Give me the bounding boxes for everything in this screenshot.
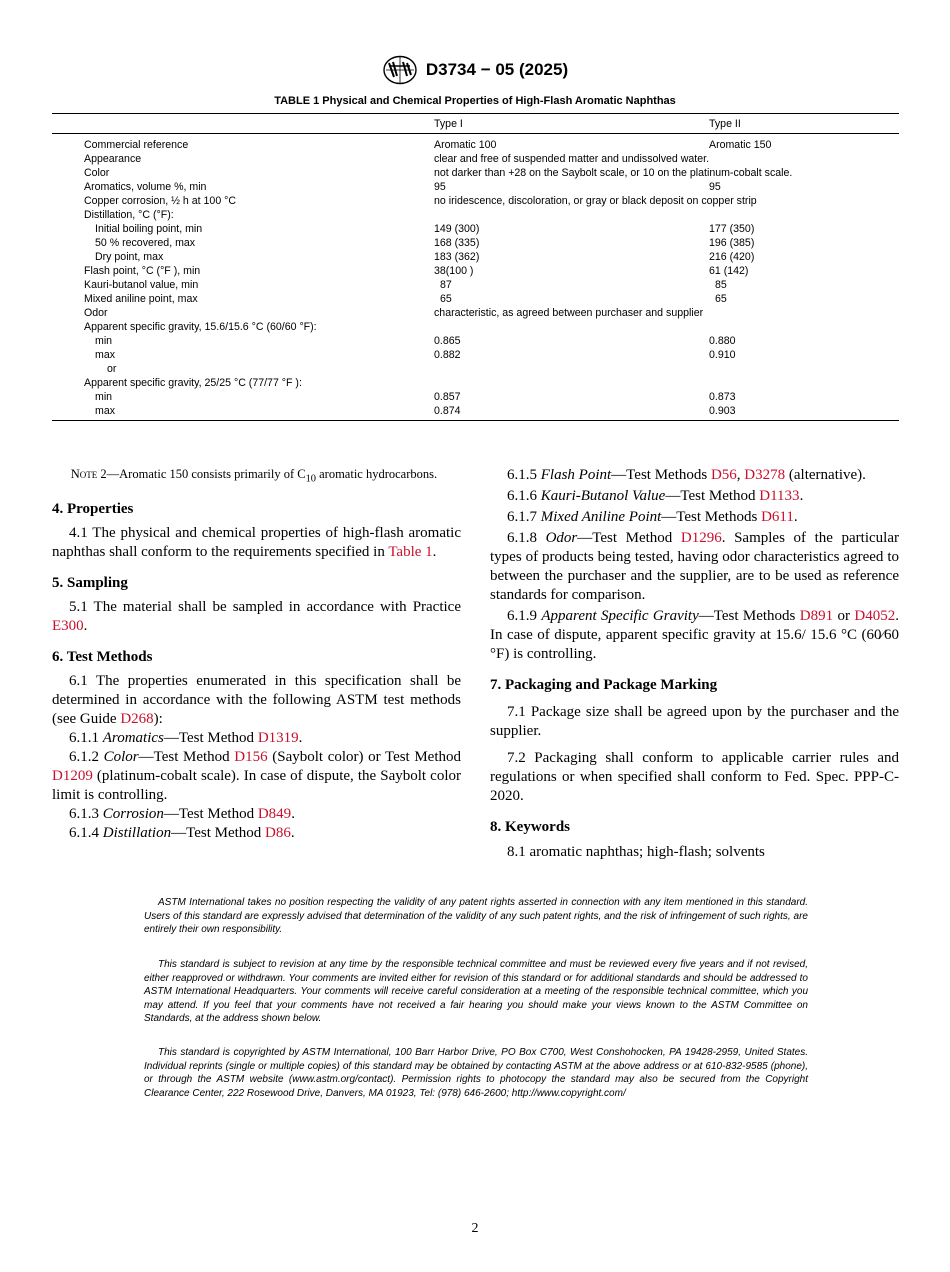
- type-1-value: [434, 376, 709, 390]
- table-row: [52, 334, 899, 348]
- d56-link[interactable]: D56: [710, 467, 737, 483]
- d1133-link[interactable]: D1133: [759, 488, 800, 504]
- type-1-value: [434, 362, 709, 376]
- d86-link[interactable]: D86: [265, 824, 291, 841]
- table-row: [52, 278, 899, 292]
- column-header-type-2: Type II: [709, 118, 741, 130]
- table-body: [52, 134, 899, 421]
- table-row: [52, 306, 899, 320]
- d891-link[interactable]: D891: [799, 608, 834, 624]
- paragraph-8-1: 8.1 aromatic naphthas; high-flash; solvents: [507, 844, 765, 860]
- paragraph-7-1: 7.1 Package size shall be agreed upon by the purchaser and the supplier.: [490, 704, 899, 739]
- table-row: [52, 208, 899, 222]
- paragraph-6-1-3: 6.1.3 Corrosion—Test Method D849.: [69, 805, 295, 822]
- table-1-link[interactable]: Table 1: [388, 543, 433, 560]
- type-2-value: [709, 320, 899, 334]
- properties-table: [52, 113, 899, 421]
- d3278-link[interactable]: D3278: [744, 467, 786, 483]
- d1296-link[interactable]: D1296: [680, 530, 722, 546]
- type-1-value: 0.874: [434, 405, 461, 417]
- type-2-value: [709, 376, 899, 390]
- paragraph-4-1: 4.1 The physical and chemical properties of high-flash aromatic naphthas shall conform to the requirements specified in Table 1.: [52, 524, 461, 560]
- type-2-value: [709, 362, 899, 376]
- type-2-value: 0.880: [709, 335, 736, 347]
- d1209-link[interactable]: D1209: [52, 767, 93, 784]
- property-label: 50 % recovered, max: [95, 237, 196, 249]
- table-row: [52, 134, 899, 153]
- table-row: [52, 292, 899, 306]
- table-row: [52, 404, 899, 420]
- properties-table-grid: [52, 114, 899, 420]
- paragraph-6-1-8: 6.1.8 Odor—Test Method D1296. Samples of the particular types of products being tested, having odor characteristics agreed to between the purchaser and the supplier, are to be used as reference standards for comparison.: [490, 530, 899, 603]
- type-1-value: 0.882: [434, 349, 461, 361]
- section-4-heading: 4. Properties: [52, 500, 134, 517]
- type-2-value: Aromatic 150: [709, 139, 772, 151]
- property-label: Initial boiling point, min: [95, 223, 203, 235]
- property-label: Copper corrosion, ½ h at 100 °C: [84, 195, 237, 207]
- d1319-link[interactable]: D1319: [257, 729, 299, 746]
- type-1-value: 95: [434, 181, 446, 193]
- property-label: Appearance: [84, 153, 142, 165]
- right-column: [490, 466, 899, 862]
- table-row: [52, 222, 899, 236]
- table-row: [52, 194, 899, 208]
- type-2-value: [709, 208, 899, 222]
- property-label: min: [95, 335, 113, 347]
- e300-link[interactable]: E300: [52, 617, 84, 634]
- property-label: min: [95, 391, 113, 403]
- type-1-value: 0.857: [434, 391, 461, 403]
- type-2-value: 95: [709, 181, 721, 193]
- property-value-both-types: clear and free of suspended matter and undissolved water.: [434, 153, 710, 165]
- type-2-value: 0.910: [709, 349, 736, 361]
- paragraph-7-2: 7.2 Packaging shall conform to applicable carrier rules and regulations or when specified shall conform to Fed. Spec. PPP-C-2020.: [490, 750, 899, 804]
- property-label: Color: [84, 167, 110, 179]
- type-2-value: 61 (142): [709, 265, 749, 277]
- table-caption: TABLE 1 Physical and Chemical Properties of High-Flash Aromatic Naphthas: [274, 95, 676, 107]
- table-row: [52, 152, 899, 166]
- paragraph-6-1-2: 6.1.2 Color—Test Method D156 (Saybolt color) or Test Method D1209 (platinum-cobalt scale). In case of dispute, the Saybolt color limit is controlling.: [52, 748, 461, 803]
- type-1-value: 168 (335): [434, 237, 480, 249]
- page-header: [0, 55, 950, 85]
- type-2-value: 65: [715, 293, 727, 305]
- page-number: 2: [471, 1221, 479, 1236]
- table-row: [52, 250, 899, 264]
- table-row: [52, 180, 899, 194]
- paragraph-6-1-6: 6.1.6 Kauri-Butanol Value—Test Method D1133.: [507, 488, 804, 504]
- property-value-both-types: characteristic, as agreed between purchaser and supplier: [434, 307, 704, 319]
- property-label: Distillation, °C (°F):: [84, 209, 174, 221]
- type-2-value: 216 (420): [709, 251, 755, 263]
- column-header-type-1: Type I: [434, 118, 463, 130]
- d849-link[interactable]: D849: [257, 805, 292, 822]
- footer-copyright-notice: This standard is copyrighted by ASTM International, 100 Barr Harbor Drive, PO Box C700, West Conshohocken, PA 19428-2959, United States. Individual reprints (single or multiple copies) of this standard may be obtained by contacting ASTM at the above address or at 610-832-9585 (phone), or through the ASTM website (www.astm.org/contact). Permission rights to photocopy the standard may also be secured from the Copyright Clearance Center, 222 Rosewood Drive, Danvers, MA 01923, Tel: (978) 646-2600; http://www.copyright.com/: [144, 1047, 808, 1099]
- footer-patent-notice: ASTM International takes no position respecting the validity of any patent rights asserted in connection with any item mentioned in this standard. Users of this standard are expressly advised that determination of the validity of any such patent rights, and the risk of infringement of such rights, are entirely their own responsibility.: [144, 897, 808, 935]
- paragraph-5-1: 5.1 The material shall be sampled in accordance with Practice E300.: [52, 598, 461, 634]
- type-2-value: 0.903: [709, 405, 736, 417]
- property-value-both-types: no iridescence, discoloration, or gray or black deposit on copper strip: [434, 195, 757, 207]
- astm-logo-icon: [382, 55, 418, 85]
- property-label: Flash point, °C (°F ), min: [84, 265, 201, 277]
- type-1-value: 183 (362): [434, 251, 480, 263]
- section-7-heading: 7. Packaging and Package Marking: [490, 677, 718, 693]
- type-1-value: [434, 208, 709, 222]
- paragraph-6-1-4: 6.1.4 Distillation—Test Method D86.: [69, 824, 295, 841]
- type-1-value: Aromatic 100: [434, 139, 497, 151]
- property-label: Apparent specific gravity, 15.6/15.6 °C (60/60 °F):: [84, 321, 317, 333]
- column-header: [52, 114, 434, 134]
- table-row: [52, 264, 899, 278]
- section-8-heading: 8. Keywords: [490, 819, 570, 835]
- type-1-value: [434, 320, 709, 334]
- table-row: [52, 362, 899, 376]
- paragraph-6-1-1: 6.1.1 Aromatics—Test Method D1319.: [69, 729, 303, 746]
- type-2-value: 177 (350): [709, 223, 755, 235]
- property-label: or: [107, 363, 117, 375]
- type-1-value: 65: [440, 293, 452, 305]
- table-header-row: [52, 114, 899, 134]
- property-label: Kauri-butanol value, min: [84, 279, 199, 291]
- table-row: [52, 320, 899, 334]
- table-row: [52, 236, 899, 250]
- property-label: Commercial reference: [84, 139, 189, 151]
- type-2-value: 85: [715, 279, 727, 291]
- paragraph-6-1-9: 6.1.9 Apparent Specific Gravity—Test Methods D891 or D4052. In case of dispute, apparent specific gravity at 15.6/ 15.6 °C (60⁄60 °F) is controlling.: [490, 608, 900, 662]
- property-label: Dry point, max: [95, 251, 164, 263]
- property-label: Odor: [84, 307, 108, 319]
- type-1-value: 149 (300): [434, 223, 480, 235]
- property-label: Apparent specific gravity, 25/25 °C (77/77 °F ):: [84, 377, 302, 389]
- d268-link[interactable]: D268: [120, 710, 154, 727]
- type-1-value: 87: [440, 279, 452, 291]
- paragraph-6-1-5: 6.1.5 Flash Point—Test Methods D56, D3278 (alternative).: [507, 467, 866, 483]
- type-2-value: 196 (385): [709, 237, 755, 249]
- left-column: [52, 466, 461, 843]
- footer-revision-notice: This standard is subject to revision at any time by the responsible technical committee and must be reviewed every five years and if not revised, either reapproved or withdrawn. Your comments are invited either for revision of this standard or for additional standards and should be addressed to ASTM International Headquarters. Your comments will receive careful consideration at a meeting of the responsible technical committee, which you may attend. If you feel that your comments have not received a fair hearing you should make your views known to the ASTM Committee on Standards, at the address shown below.: [144, 959, 808, 1024]
- property-value-both-types: not darker than +28 on the Saybolt scale, or 10 on the platinum-cobalt scale.: [434, 167, 793, 179]
- section-6-heading: 6. Test Methods: [52, 648, 153, 665]
- table-row: [52, 348, 899, 362]
- property-label: Aromatics, volume %, min: [84, 181, 207, 193]
- table-bottom-rule: [52, 420, 899, 421]
- property-label: Mixed aniline point, max: [84, 293, 198, 305]
- note-2: Note 2—Aromatic 150 consists primarily of $C_{10}$ aromatic hydrocarbons.: [70, 467, 438, 485]
- type-1-value: 38(100 ): [434, 265, 474, 277]
- designation-title: D3734 − 05 (2025): [425, 60, 569, 79]
- d4052-link[interactable]: D4052: [854, 608, 896, 624]
- paragraph-6-1: 6.1 The properties enumerated in this specification shall be determined in accordance with the following ASTM test methods (see Guide D268):: [52, 672, 461, 727]
- type-2-value: 0.873: [709, 391, 736, 403]
- table-row: [52, 376, 899, 390]
- section-5-heading: 5. Sampling: [52, 574, 128, 591]
- property-label: max: [95, 349, 116, 361]
- paragraph-6-1-7: 6.1.7 Mixed Aniline Point—Test Methods D611.: [507, 509, 798, 525]
- d611-link[interactable]: D611: [761, 509, 794, 525]
- property-label: max: [95, 405, 116, 417]
- d156-link[interactable]: D156: [234, 748, 268, 765]
- type-1-value: 0.865: [434, 335, 461, 347]
- table-row: [52, 390, 899, 404]
- table-row: [52, 166, 899, 180]
